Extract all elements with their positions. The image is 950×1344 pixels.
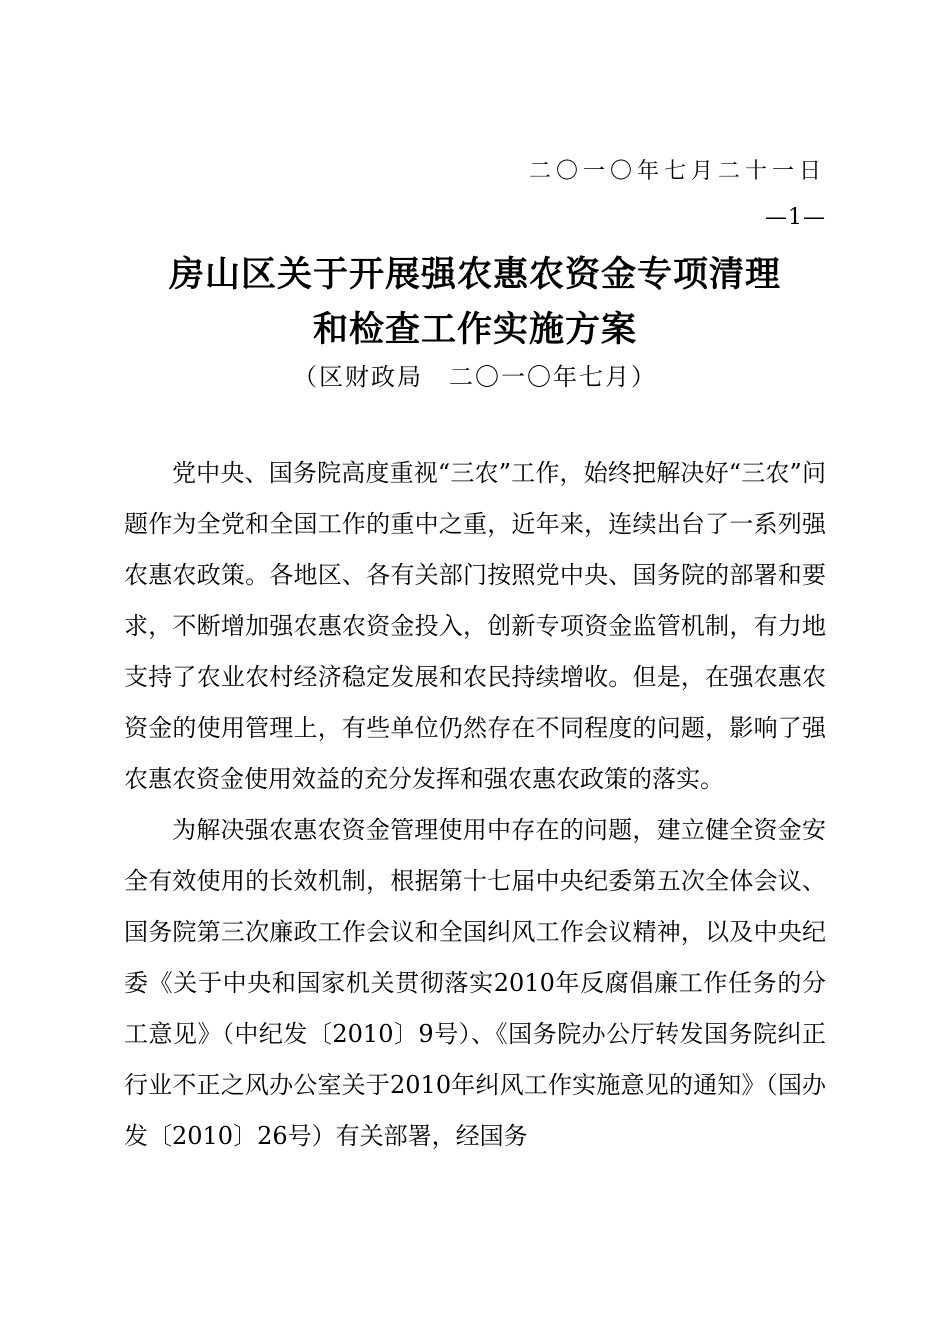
paragraph-2: 为解决强农惠农资金管理使用中存在的问题，建立健全资金安全有效使用的长效机制，根据第十七届中央纪委第五次全体会议、国务院第三次廉政工作会议和全国纠风工作会议精神，以及中央纪委《关于中央和国家机关贯彻落实2010年反腐倡廉工作任务的分工意见》（中纪发〔2010〕9号）、《国务院办公厅转发国务院纠正行业不正之风办公室关于2010年纠风工作实施意见的通知》（国办发〔2010〕26号）有关部署，经国务 [124, 816, 826, 1150]
document-body [124, 448, 826, 1162]
document-subtitle: （区财政局 二〇一〇年七月） [293, 363, 657, 391]
paragraph-1: 党中央、国务院高度重视“三农”工作，始终把解决好“三农”问题作为全党和全国工作的重中之重，近年来，连续出台了一系列强农惠农政策。各地区、各有关部门按照党中央、国务院的部署和要求，不断增加强农惠农资金投入，创新专项资金监管机制，有力地支持了农业农村经济稳定发展和农民持续增收。但是，在强农惠农资金的使用管理上，有些单位仍然存在不同程度的问题，影响了强农惠农资金使用效益的充分发挥和强农惠农政策的落实。 [124, 459, 826, 793]
page-number: —1— [765, 205, 826, 230]
document-title-line-2: 和检查工作实施方案 [312, 309, 637, 350]
document-date: 二〇一〇年七月二十一日 [528, 159, 826, 184]
document-title-line-1: 房山区关于开展强农惠农资金专项清理 [168, 254, 781, 295]
